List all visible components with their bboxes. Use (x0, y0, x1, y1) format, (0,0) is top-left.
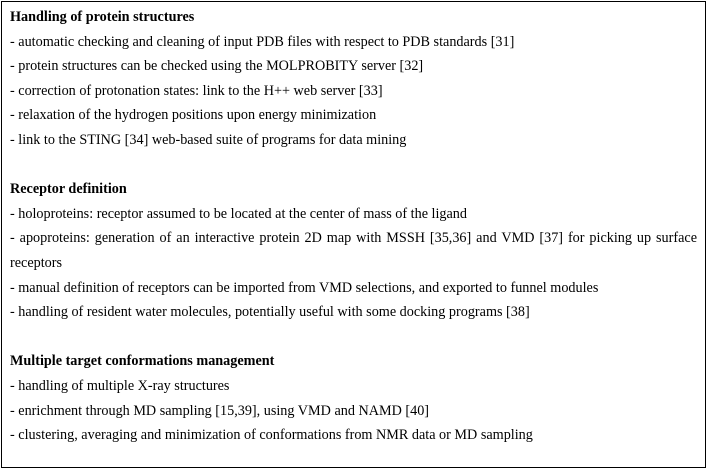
section-spacer (10, 153, 697, 178)
list-item: - handling of resident water molecules, potentially useful with some docking programs [38] (10, 304, 530, 321)
table-frame (1, 1, 706, 468)
list-item: - link to the STING [34] web-based suite of programs for data mining (10, 131, 407, 148)
list-item: - manual definition of receptors can be imported from VMD selections, and exported to funnel modules (10, 279, 599, 296)
section-heading: Handling of protein structures (10, 9, 195, 25)
section-protein-structures (10, 5, 697, 153)
list-item: - enrichment through MD sampling [15,39], using VMD and NAMD [40] (10, 402, 430, 419)
list-item: - automatic checking and cleaning of input PDB files with respect to PDB standards [31] (10, 33, 515, 50)
table-content (10, 5, 697, 448)
list-item: - apoproteins: generation of an interactive protein 2D map with MSSH [35,36] and VMD [37] for picking up surface receptors (10, 230, 697, 271)
section-receptor-definition (10, 177, 697, 325)
list-item: - protein structures can be checked using the MOLPROBITY server [32] (10, 58, 424, 75)
section-heading: Receptor definition (10, 181, 127, 198)
section-target-conformations (10, 349, 697, 447)
list-item: - clustering, averaging and minimization of conformations from NMR data or MD sampling (10, 427, 533, 444)
list-item: - handling of multiple X-ray structures (10, 377, 230, 394)
list-item: - holoproteins: receptor assumed to be located at the center of mass of the ligand (10, 205, 467, 222)
list-item: - relaxation of the hydrogen positions upon energy minimization (10, 107, 377, 124)
section-spacer (10, 325, 697, 350)
list-item: - correction of protonation states: link to the H++ web server [33] (10, 82, 383, 99)
section-heading: Multiple target conformations management (10, 353, 275, 370)
